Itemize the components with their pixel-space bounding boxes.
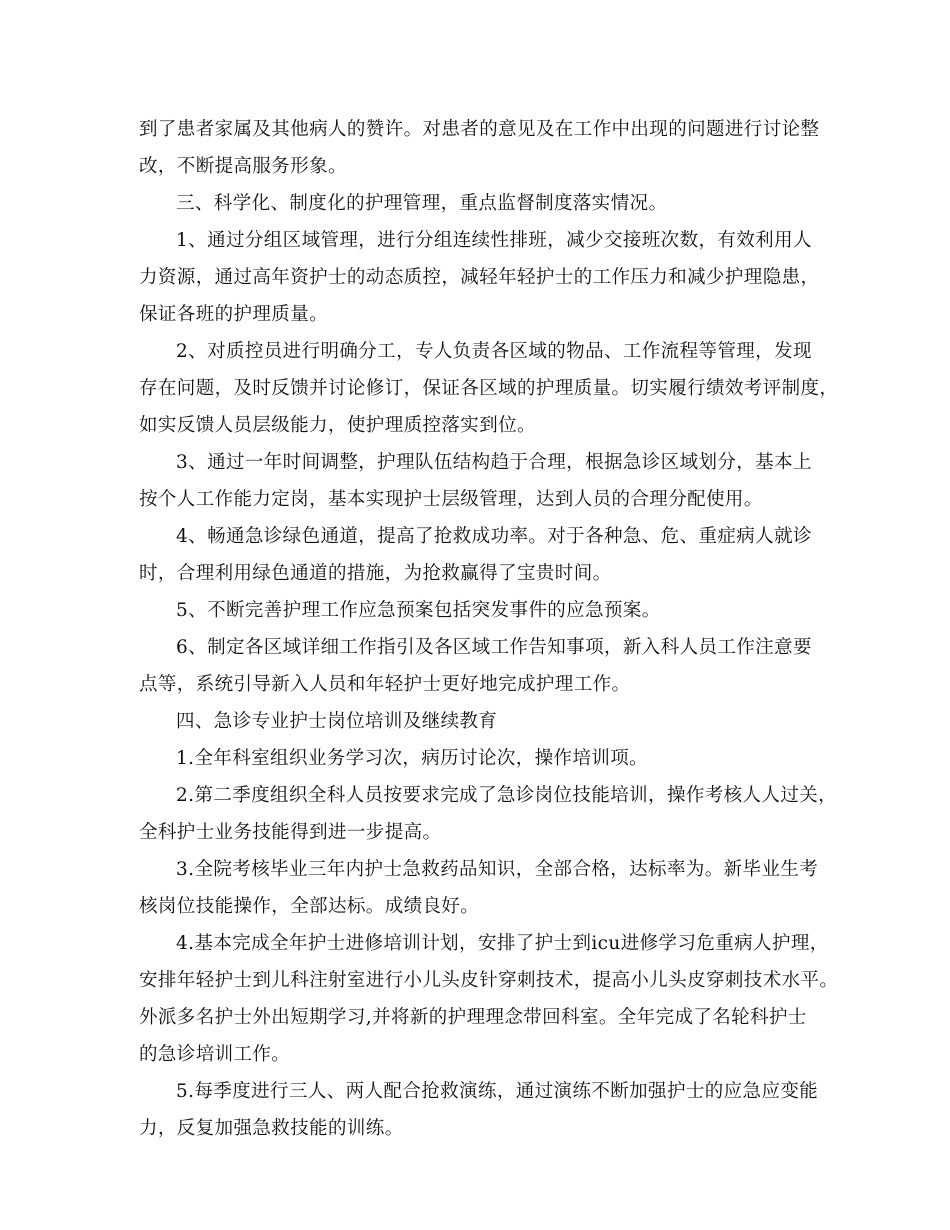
text-line: 4、畅通急诊绿色通道，提高了抢救成功率。对于各种急、危、重症病人就诊 — [176, 526, 812, 547]
text-line: 的急诊培训工作。 — [139, 1044, 291, 1065]
paragraph — [139, 524, 819, 598]
paragraph — [139, 598, 819, 635]
paragraph — [139, 857, 819, 931]
paragraph — [139, 783, 838, 857]
text-line: 核岗位技能操作，全部达标。成绩良好。 — [139, 896, 480, 917]
paragraph — [139, 450, 819, 524]
text-line: 6、制定各区域详细工作指引及各区域工作告知事项，新入科人员工作注意要 — [176, 637, 812, 658]
text-line: 2、对质控员进行明确分工，专人负责各区域的物品、工作流程等管理，发现 — [176, 341, 812, 362]
text-line: 1、通过分组区域管理，进行分组连续性排班，减少交接班次数，有效利用人 — [176, 230, 812, 251]
text-line: 1.全年科室组织业务学习次，病历讨论次，操作培训项。 — [176, 748, 649, 769]
text-line: 安排年轻护士到儿科注射室进行小儿头皮针穿刺技术，提高小儿头皮穿刺技术水平。 — [139, 970, 839, 991]
text-line: 5、不断完善护理工作应急预案包括突发事件的应急预案。 — [176, 600, 661, 621]
text-line: 5.每季度进行三人、两人配合抢救演练，通过演练不断加强护士的应急应变能 — [176, 1081, 819, 1102]
text-line: 力，反复加强急救技能的训练。 — [139, 1118, 404, 1139]
text-line: 3.全院考核毕业三年内护士急救药品知识，全部合格，达标率为。新毕业生考 — [176, 859, 819, 880]
text-line: 3、通过一年时间调整，护理队伍结构趋于合理，根据急诊区域划分，基本上 — [176, 452, 812, 473]
paragraph — [139, 228, 819, 339]
text-line: 四、急诊专业护士岗位培训及继续教育 — [176, 711, 498, 732]
text-line: 按个人工作能力定岗，基本实现护士层级管理，达到人员的合理分配使用。 — [139, 489, 763, 510]
text-line: 如实反馈人员层级能力，使护理质控落实到位。 — [139, 415, 536, 436]
text-line: 点等，系统引导新入人员和年轻护士更好地完成护理工作。 — [139, 674, 631, 695]
text-line: 三、科学化、制度化的护理管理，重点监督制度落实情况。 — [176, 193, 668, 214]
text-line: 改，不断提高服务形象。 — [139, 156, 347, 177]
text-line: 2.第二季度组织全科人员按要求完成了急诊岗位技能培训，操作考核人人过关， — [176, 785, 838, 806]
document-body — [139, 117, 839, 1153]
text-line: 全科护士业务技能得到进一步提高。 — [139, 822, 442, 843]
paragraph — [139, 1079, 819, 1153]
text-line: 力资源，通过高年资护士的动态质控，减轻年轻护士的工作压力和减少护理隐患， — [139, 267, 820, 288]
paragraph — [139, 746, 819, 783]
text-line: 4.基本完成全年护士进修培训计划，安排了护士到icu进修学习危重病人护理， — [176, 933, 829, 954]
paragraph — [139, 117, 819, 191]
text-line: 存在问题，及时反馈并讨论修订，保证各区域的护理质量。切实履行绩效考评制度， — [139, 378, 839, 399]
text-line: 到了患者家属及其他病人的赞许。对患者的意见及在工作中出现的问题进行讨论整 — [139, 119, 820, 140]
paragraph — [139, 709, 819, 746]
text-line: 时，合理利用绿色通道的措施，为抢救赢得了宝贵时间。 — [139, 563, 612, 584]
paragraph — [139, 339, 839, 450]
text-line: 保证各班的护理质量。 — [139, 304, 329, 325]
paragraph — [139, 191, 819, 228]
paragraph — [139, 635, 819, 709]
paragraph — [139, 931, 839, 1079]
text-line: 外派多名护士外出短期学习,并将新的护理理念带回科室。全年完成了名轮科护士 — [139, 1007, 807, 1028]
